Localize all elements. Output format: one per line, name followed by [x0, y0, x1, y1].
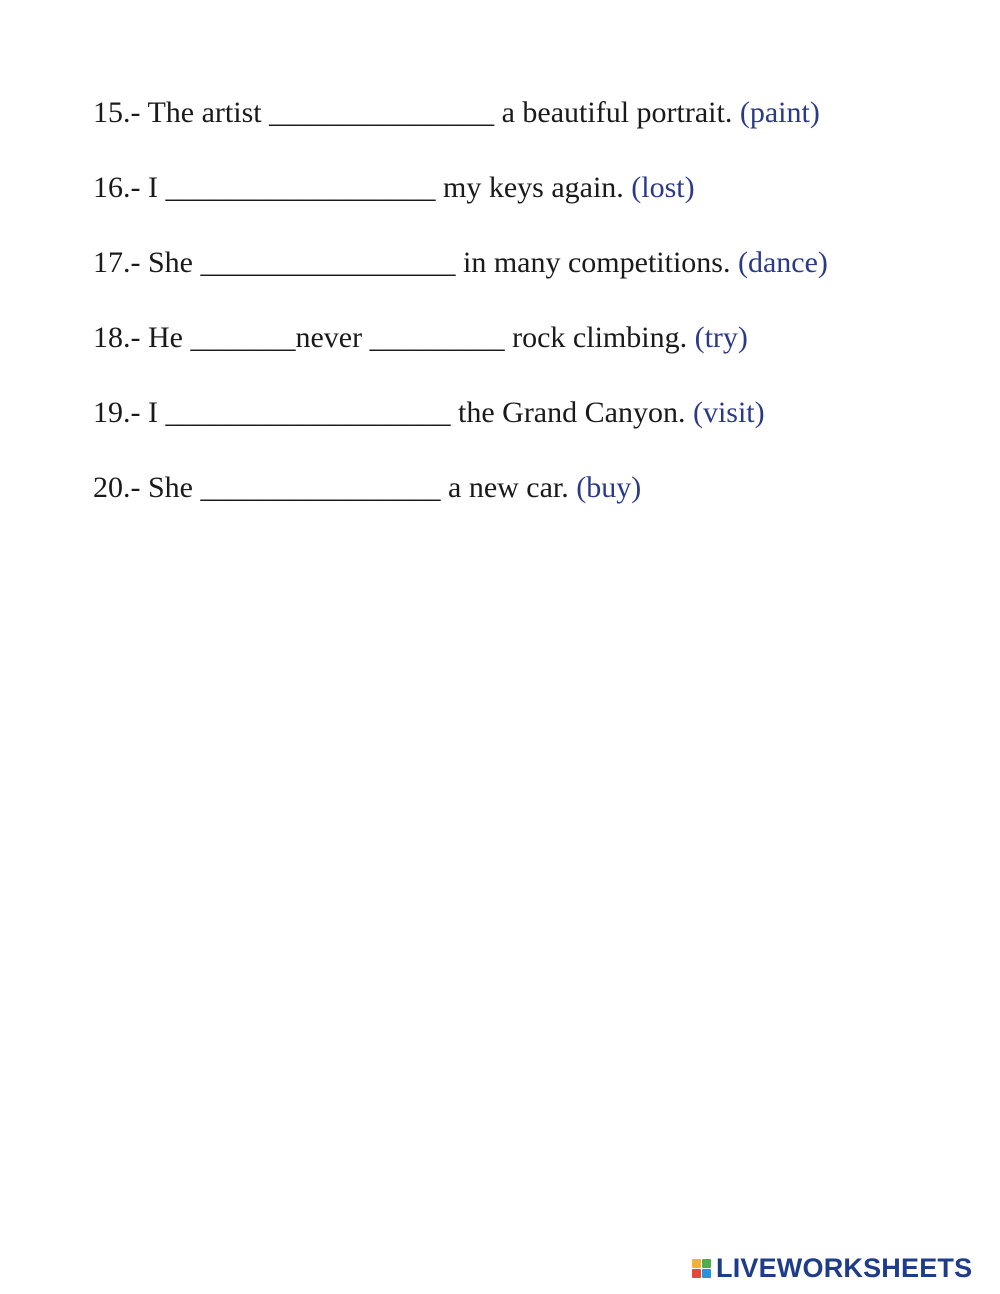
sentence-middle: never — [295, 321, 363, 354]
verb-hint: (buy) — [576, 471, 642, 504]
answer-blank[interactable]: _______________ — [269, 96, 495, 129]
logo-text: LIVEWORKSHEETS — [716, 1253, 973, 1283]
sentence-start: The artist — [147, 96, 262, 129]
exercise-number: 19.- — [93, 396, 141, 429]
sentence-end: a new car. — [448, 471, 569, 504]
answer-blank[interactable]: ___________________ — [165, 396, 451, 429]
logo-square-blue — [702, 1269, 711, 1278]
exercise-17 — [93, 242, 973, 317]
sentence-end: my keys again. — [443, 171, 624, 204]
sentence-start: She — [148, 471, 193, 504]
verb-hint: (dance) — [737, 246, 828, 279]
exercise-16 — [93, 167, 973, 242]
answer-blank[interactable]: __________________ — [165, 171, 436, 204]
exercise-number: 16.- — [93, 171, 141, 204]
sentence-end: a beautiful portrait. — [501, 96, 733, 129]
sentence-end: in many competitions. — [463, 246, 731, 279]
exercise-15 — [93, 92, 973, 167]
verb-hint: (paint) — [739, 96, 820, 129]
exercise-number: 15.- — [93, 96, 141, 129]
sentence-start: He — [148, 321, 183, 354]
verb-hint: (try) — [694, 321, 748, 354]
liveworksheets-logo — [692, 1253, 972, 1283]
answer-blank-2[interactable]: _________ — [369, 321, 505, 354]
answer-blank[interactable]: ________________ — [200, 471, 441, 504]
answer-blank[interactable]: _______ — [190, 321, 296, 354]
sentence-end: rock climbing. — [512, 321, 688, 354]
logo-square-green — [702, 1259, 711, 1268]
answer-blank[interactable]: _________________ — [200, 246, 456, 279]
exercise-19 — [93, 392, 973, 467]
exercise-18 — [93, 317, 973, 392]
logo-square-yellow — [692, 1259, 701, 1268]
sentence-end: the Grand Canyon. — [458, 396, 686, 429]
exercise-number: 20.- — [93, 471, 141, 504]
logo-square-red — [692, 1269, 701, 1278]
exercise-number: 17.- — [93, 246, 141, 279]
exercise-20 — [93, 467, 973, 542]
exercise-number: 18.- — [93, 321, 141, 354]
sentence-start: I — [148, 171, 158, 204]
logo-grid-icon — [692, 1259, 711, 1278]
sentence-start: She — [148, 246, 193, 279]
verb-hint: (visit) — [692, 396, 765, 429]
verb-hint: (lost) — [631, 171, 695, 204]
sentence-start: I — [148, 396, 158, 429]
worksheet — [93, 92, 973, 542]
